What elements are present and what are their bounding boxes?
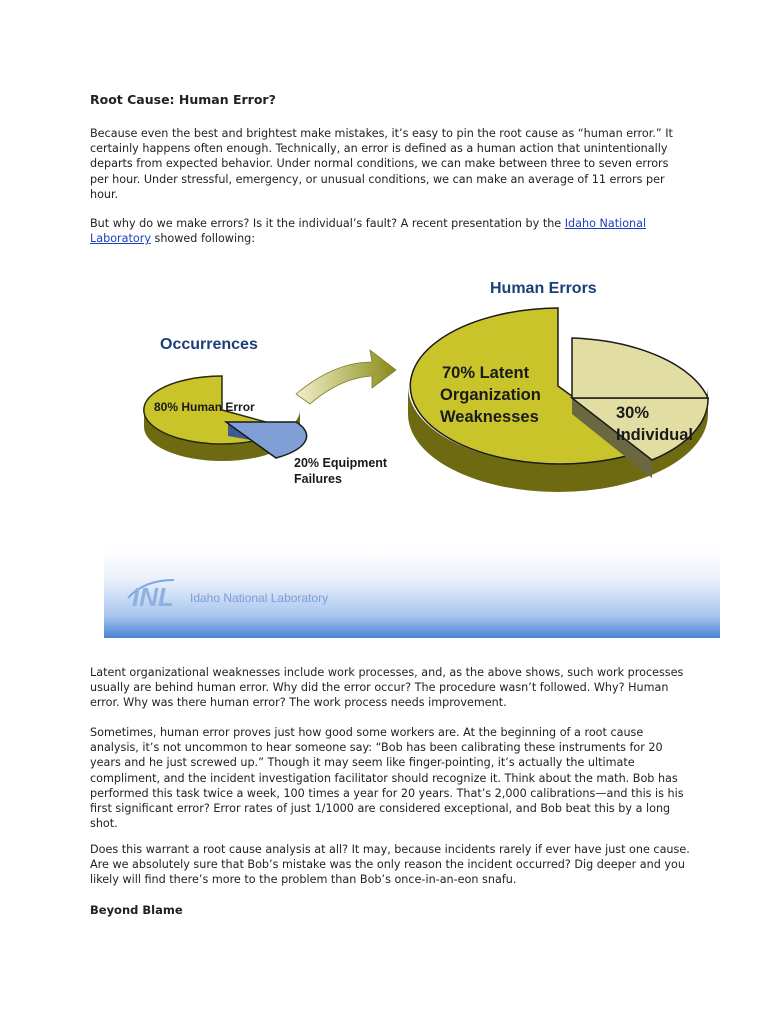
inl-logo <box>128 580 328 612</box>
human-errors-label-latent-1: 70% Latent <box>442 364 530 382</box>
occurrences-pie <box>144 376 307 461</box>
inl-link[interactable]: Idaho National Laboratory <box>90 217 647 246</box>
paragraph-bob: Sometimes, human error proves just how good some workers are. At the beginning of a root cause analysis, it’s not uncommon to hear someone say: “Bob has been calibrating these instruments for 20 years and he just screwed up.” Though it may seem like finger-pointing, it’s actually the ultimate compliment, and the incident investigation facilitator should recognize it. Think about the math. Bob has performed this task twice a week, 100 times a year for 20 years. That’s 2,000 calibrations—and this is his first significant error? Error rates of just 1/1000 are considered exceptional, and Bob beat this by a long shot. <box>90 726 684 831</box>
human-errors-title: Human Errors <box>490 280 597 297</box>
paragraph-intro: Because even the best and brightest make mistakes, it’s easy to pin the root cause as “human error.” It certainly happens often enough. Technically, an error is defined as a human action that unintentionally departs from expected behavior. Under normal conditions, we can make between three to seven errors per hour. Under stressful, emergency, or unusual conditions, we can make an average of 11 errors per hour. <box>90 127 673 201</box>
inl-logo-mark: INL <box>132 582 174 612</box>
paragraph-question-tail: showed following: <box>150 232 256 246</box>
human-errors-label-latent-2: Organization <box>440 386 541 404</box>
paragraph-warrant: Does this warrant a root cause analysis at all? It may, because incidents rarely if ever have just one cause. Are we absolutely sure that Bob’s mistake was the only reason the incident occurred? Dig deeper and you likely will find there’s more to the problem than Bob’s once-in-an-eon snafu. <box>90 843 690 887</box>
paragraph-question-text: But why do we make errors? Is it the individual’s fault? A recent presentation by the <box>90 217 565 230</box>
occurrences-title: Occurrences <box>160 336 258 353</box>
section-heading-beyond-blame: Beyond Blame <box>90 903 183 917</box>
human-errors-label-latent-3: Weaknesses <box>440 408 539 426</box>
occurrences-label-human-error: 80% Human Error <box>154 400 255 414</box>
human-errors-label-individual-2: Individual <box>616 426 694 444</box>
inl-logo-caption: Idaho National Laboratory <box>190 591 329 605</box>
human-errors-label-individual-1: 30% <box>616 404 650 422</box>
flow-arrow <box>296 350 396 404</box>
page-title: Root Cause: Human Error? <box>90 92 276 107</box>
occurrences-label-equipment-2: Failures <box>294 472 342 486</box>
paragraph-question <box>90 216 690 246</box>
human-error-figure <box>104 262 720 638</box>
human-errors-slice-individual-top <box>572 338 708 398</box>
occurrences-label-equipment-1: 20% Equipment <box>294 456 388 470</box>
paragraph-latent: Latent organizational weaknesses include work processes, and, as the above shows, such work processes usually are behind human error. Why did the error occur? The procedure wasn’t followed. Why? Human error. Why was there human error? The work process needs improvement. <box>90 666 684 710</box>
